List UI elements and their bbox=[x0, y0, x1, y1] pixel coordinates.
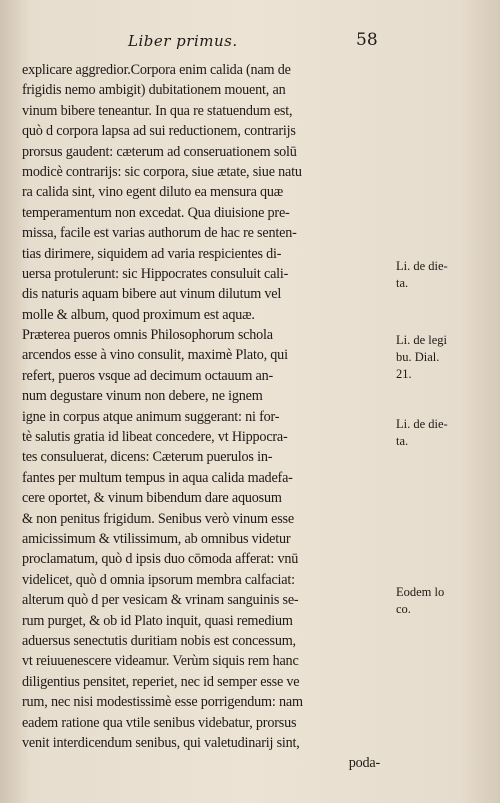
text-line: amicissimum & vtilissimum, ab omnibus videtur bbox=[22, 530, 291, 547]
text-line: rum purget, & ob id Plato inquit, quasi remedium bbox=[22, 612, 293, 629]
text-line: num degustare vinum non debere, ne ignem bbox=[22, 388, 263, 405]
text-line: poda- bbox=[348, 755, 380, 772]
margin-note-line: 21. bbox=[396, 367, 412, 381]
text-line: uersa protulerunt: sic Hippocrates consuluit cali- bbox=[22, 265, 289, 282]
margin-note-line: ta. bbox=[396, 434, 409, 448]
text-line: prorsus gaudent: cæterum ad conseruationem solū bbox=[22, 143, 297, 160]
text-line: eadem ratione qua vtile senibus videbatur, prorsus bbox=[22, 714, 297, 731]
text-line: diligentius pensitet, reperiet, nec id semper esse ve bbox=[22, 673, 300, 690]
margin-note-line: ta. bbox=[396, 276, 409, 290]
text-line: & non penitus frigidum. Senibus verò vinum esse bbox=[22, 510, 294, 527]
margin-note-line: co. bbox=[396, 602, 411, 616]
text-line: molle & album, quod proximum est aquæ. bbox=[22, 306, 255, 323]
margin-note-line: bu. Dial. bbox=[396, 350, 440, 364]
text-line: modicè contrarijs: sic corpora, siue ætate, siue natu bbox=[22, 163, 302, 180]
text-line: explicare aggredior.Corpora enim calida (nam de bbox=[22, 62, 291, 78]
margin-note-line: Li. de die- bbox=[396, 417, 448, 431]
text-line: tes consuluerat, dicens: Cæterum puerulos in- bbox=[22, 449, 273, 466]
text-line: tias dirimere, siquidem ad varia respicientes di- bbox=[22, 245, 282, 262]
text-line: refert, pueros vsque ad decimum octauum an- bbox=[22, 367, 274, 384]
text-line: vinum bibere teneantur. In qua re statuendum est, bbox=[22, 102, 293, 119]
running-head: Liber primus. bbox=[128, 32, 238, 50]
text-line: dis naturis aquam bibere aut vinum dilutum vel bbox=[22, 286, 282, 303]
text-line: alterum quò d per vesicam & vrinam sanguinis se- bbox=[22, 592, 299, 609]
margin-note-1 bbox=[396, 258, 496, 292]
text-line: tè salutis gratia id libeat concedere, vt Hippocra- bbox=[22, 429, 288, 446]
margin-note-line: Eodem lo bbox=[396, 585, 445, 599]
text-line: venit interdicendum senibus, qui valetudinarij sint, bbox=[22, 734, 300, 751]
text-line: frigidis nemo ambigit) dubitationem mouent, an bbox=[22, 82, 286, 99]
text-line: proclamatum, quò d ipsis duo cōmoda afferat: vnū bbox=[22, 551, 299, 568]
margin-note-line: Li. de legi bbox=[396, 333, 448, 347]
text-line: quò d corpora lapsa ad sui reductionem, contrarijs bbox=[22, 123, 296, 140]
text-line: rum, nec nisi modestissimè esse porrigendum: nam bbox=[22, 694, 303, 711]
text-line: ra calida sint, vino egent diluto ea mensura quæ bbox=[22, 184, 284, 201]
page-number: 58 bbox=[356, 30, 378, 50]
text-line: Præterea pueros omnis Philosophorum schola bbox=[22, 327, 273, 344]
text-line: arcendos esse à vino consulit, maximè Plato, qui bbox=[22, 347, 288, 364]
margin-note-line: Li. de die- bbox=[396, 259, 448, 273]
text-line: fantes per multum tempus in aqua calida madefa- bbox=[22, 469, 293, 486]
body-text bbox=[22, 60, 394, 774]
text-line: aduersus senectutis duritiam nobis est concessum, bbox=[22, 632, 296, 649]
margin-note-4 bbox=[396, 584, 496, 618]
text-line: temperamentum non excedat. Qua diuisione pre- bbox=[22, 204, 290, 221]
text-line: cere oportet, & vinum bibendum dare aquosum bbox=[22, 490, 282, 507]
margin-note-3 bbox=[396, 416, 496, 450]
text-line: vt reiuuenescere videamur. Verùm siquis rem hanc bbox=[22, 653, 299, 670]
text-line: igne in corpus atque animum suggerant: ni for- bbox=[22, 408, 280, 425]
margin-note-2 bbox=[396, 332, 496, 383]
text-line: videlicet, quò d omnia ipsorum membra calfaciat: bbox=[22, 571, 295, 588]
text-line: missa, facile est varias authorum de hac re senten- bbox=[22, 225, 297, 242]
